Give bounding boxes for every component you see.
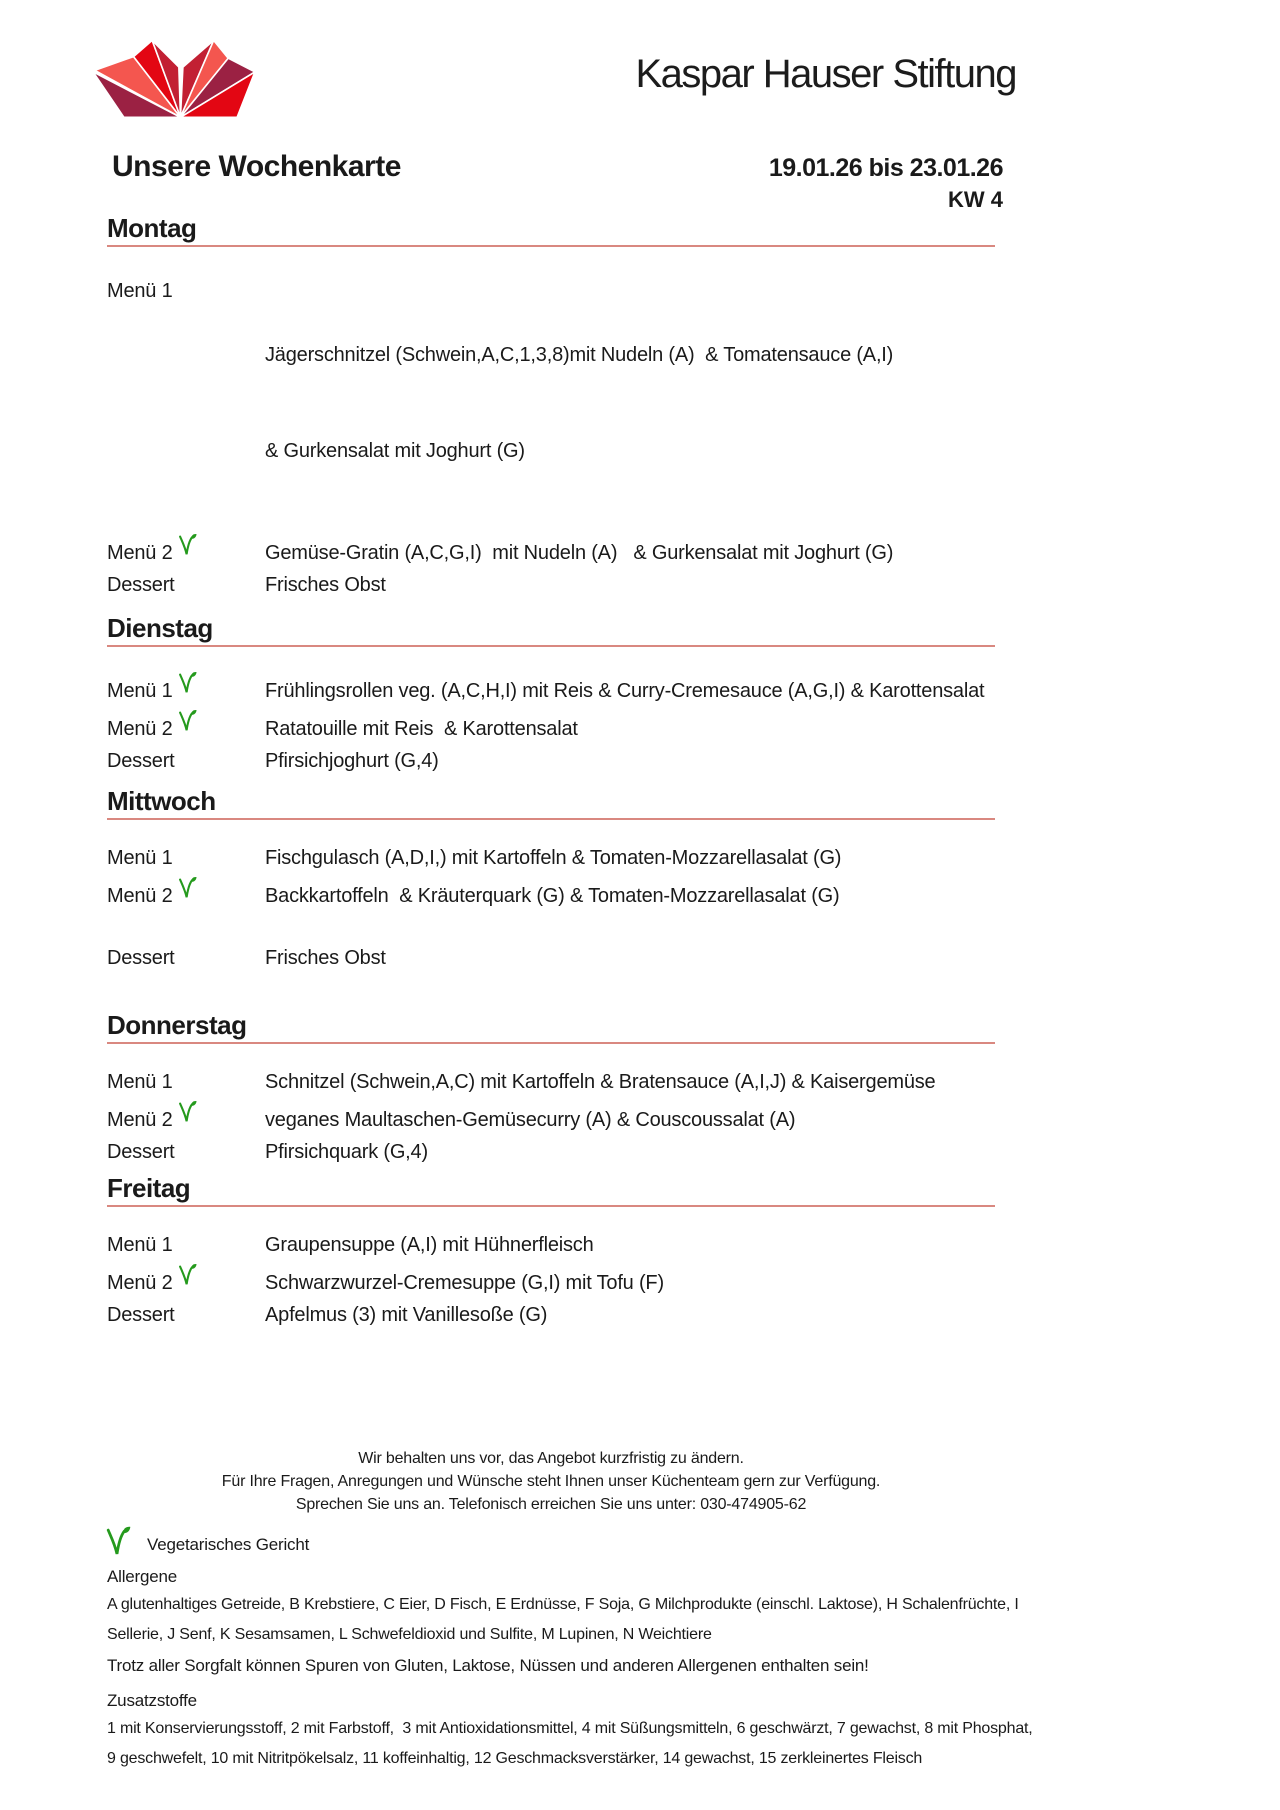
menu-label: Menü 1 [107,1234,173,1256]
menu-item-text: Fischgulasch (A,D,I,) mit Kartoffeln & Tomaten-Mozzarellasalat (G) [265,847,842,869]
page-title: Unsere Wochenkarte [112,150,401,183]
allergen-list-line: A glutenhaltiges Getreide, B Krebstiere, C Eier, D Fisch, E Erdnüsse, F Soja, G Milchprodukte (einschl. Laktose), H Schalenfrüchte, I [107,1596,1019,1613]
date-range: 19.01.26 bis 23.01.26 [768,154,1003,182]
menu-label: Dessert [107,1141,175,1163]
menu-item-text: veganes Maultaschen-Gemüsecurry (A) & Couscoussalat (A) [265,1109,796,1131]
menu-item-text: Jägerschnitzel (Schwein,A,C,1,3,8)mit Nudeln (A) & Tomatensauce (A,I) & Gurkensalat mit Joghurt (G) [265,344,894,462]
day-heading-donnerstag: Donnerstag [107,1010,995,1044]
vegetarian-legend-label: Vegetarisches Gericht [147,1535,310,1554]
menu-row [107,713,995,745]
menu-row [107,842,995,874]
menu-area [107,213,995,1331]
menu-item-text: Ratatouille mit Reis & Karottensalat [265,718,578,740]
day-heading-mittwoch: Mittwoch [107,786,995,820]
menu-row [107,1066,995,1098]
menu-row [107,1136,995,1168]
menu-row [107,569,995,601]
additives-section [107,1688,1197,1774]
menu-label: Dessert [107,1304,175,1326]
vegetarian-sprout-icon [177,1262,197,1288]
menu-item-text: Schwarzwurzel-Cremesuppe (G,I) mit Tofu (F) [265,1272,664,1294]
menu-row [107,745,995,777]
additives-list-line: 1 mit Konservierungsstoff, 2 mit Farbstoff, 3 mit Antioxidationsmittel, 4 mit Süßungsmitteln, 6 geschwärzt, 7 gewachst, 8 mit Phosphat, [107,1720,1033,1737]
menu-item-text: Frühlingsrollen veg. (A,C,H,I) mit Reis & Curry-Cremesauce (A,G,I) & Karottensalat [265,680,985,702]
document-header [85,28,1016,124]
menu-label: Menü 2 [107,713,265,745]
menu-label: Menü 2 [107,1104,265,1136]
menu-label: Menü 2 [107,880,265,912]
menu-label: Menü 1 [107,847,173,869]
menu-row [107,1267,995,1299]
vegetarian-sprout-icon [177,708,197,734]
organization-name: Kaspar Hauser Stiftung [635,52,1016,96]
allergen-warning: Trotz aller Sorgfalt können Spuren von Gluten, Laktose, Nüssen und anderen Allergenen enthalten sein! [107,1656,869,1675]
menu-row [107,275,995,531]
menu-label: Menü 1 [107,280,173,302]
day-heading-montag: Montag [107,213,995,247]
menu-label: Menü 2 [107,1267,265,1299]
menu-label: Dessert [107,947,175,969]
footer-notes [107,1447,995,1516]
menu-row [107,1229,995,1261]
note-line: Sprechen Sie uns an. Telefonisch erreichen Sie uns unter: 030-474905-62 [295,1496,807,1513]
menu-label: Menü 1 [107,1071,173,1093]
menu-label: Dessert [107,750,175,772]
menu-row [107,942,995,974]
menu-item-text: Pfirsichjoghurt (G,4) [265,750,439,772]
note-line: Wir behalten uns vor, das Angebot kurzfristig zu ändern. [358,1450,744,1467]
menu-item-text: Pfirsichquark (G,4) [265,1141,428,1163]
additives-heading: Zusatzstoffe [107,1691,197,1710]
note-line: Für Ihre Fragen, Anregungen und Wünsche steht Ihnen unser Küchenteam gern zur Verfügung. [221,1473,881,1490]
allergen-list-line: Sellerie, J Senf, K Sesamsamen, L Schwefeldioxid und Sulfite, M Lupinen, N Weichtiere [107,1626,712,1643]
menu-item-text: Backkartoffeln & Kräuterquark (G) & Tomaten-Mozzarellasalat (G) [265,885,840,907]
menu-label: Dessert [107,574,175,596]
menu-item-text: Schnitzel (Schwein,A,C) mit Kartoffeln & Bratensauce (A,I,J) & Kaisergemüse [265,1071,936,1093]
vegetarian-legend [104,1526,1280,1557]
allergen-section [107,1564,1197,1681]
menu-label: Menü 2 [107,537,265,569]
menu-item-text: Frisches Obst [265,574,386,596]
menu-row [107,880,995,912]
kaspar-hauser-logo-icon [85,30,263,122]
menu-item-text: Gemüse-Gratin (A,C,G,I) mit Nudeln (A) & Gurkensalat mit Joghurt (G) [265,542,894,564]
menu-label: Menü 1 [107,675,265,707]
menu-row [107,1104,995,1136]
vegetarian-sprout-icon [177,1099,197,1125]
vegetarian-sprout-icon [177,532,197,558]
vegetarian-sprout-icon [177,875,197,901]
menu-row [107,675,995,707]
additives-list-line: 9 geschwefelt, 10 mit Nitritpökelsalz, 11 koffeinhaltig, 12 Geschmacksverstärker, 14 gewachst, 15 zerkleinertes Fleisch [107,1750,923,1767]
vegetarian-sprout-icon [177,670,197,696]
calendar-week: KW 4 [948,187,1003,212]
menu-row [107,1299,995,1331]
day-heading-freitag: Freitag [107,1173,995,1207]
vegetarian-sprout-icon [104,1526,131,1557]
menu-item-text: Apfelmus (3) mit Vanillesoße (G) [265,1304,548,1326]
menu-item-text: Frisches Obst [265,947,386,969]
menu-row [107,537,995,569]
day-heading-dienstag: Dienstag [107,613,995,647]
menu-item-text: Graupensuppe (A,I) mit Hühnerfleisch [265,1234,594,1256]
allergen-heading: Allergene [107,1567,178,1586]
